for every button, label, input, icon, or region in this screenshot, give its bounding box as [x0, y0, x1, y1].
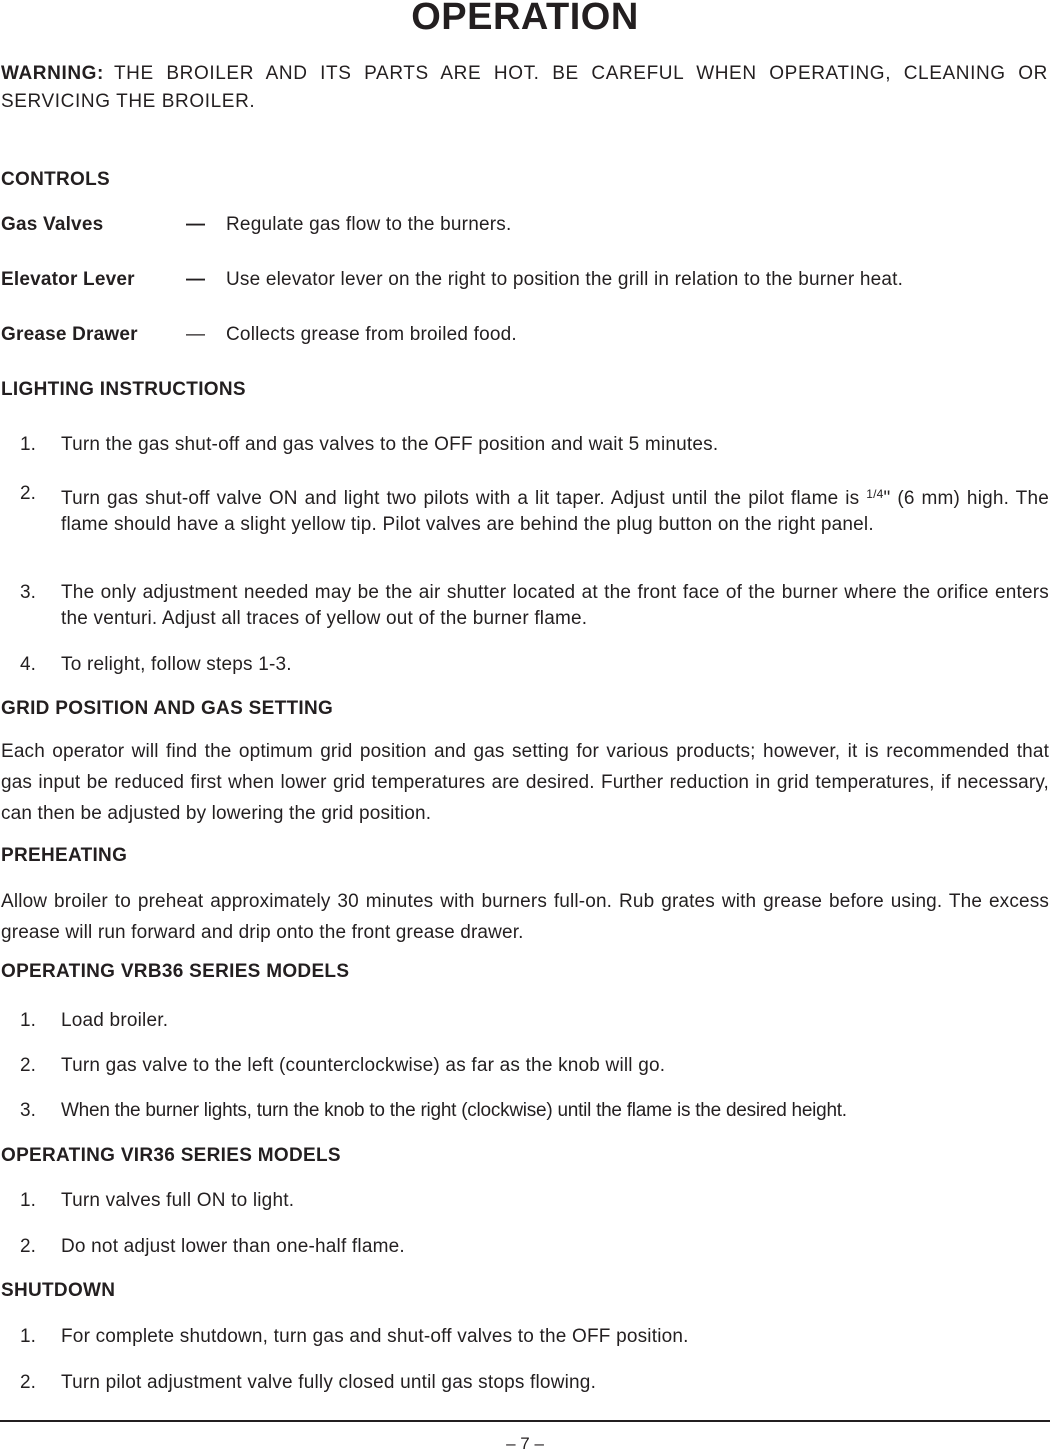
control-label: Gas Valves	[1, 214, 104, 235]
step-text: Do not adjust lower than one-half flame.	[61, 1236, 405, 1257]
step-text-part: " (6 mm) high. The flame should have a slight yellow tip. Pilot valves are behind the plug button on the right panel.	[61, 488, 1049, 535]
grid-paragraph: Each operator will find the optimum grid position and gas setting for various products; however, it is recommended that gas input be reduced first when lower grid temperatures are desired. Further reduction in grid temperatures, if necessary, can then be adjusted by lowering the grid position.	[1, 741, 1049, 824]
control-label: Grease Drawer	[1, 324, 138, 345]
fraction: 1/4	[866, 487, 884, 501]
vrb36-heading: OPERATING VRB36 SERIES MODELS	[1, 961, 350, 982]
fraction-numerator: 1	[866, 487, 874, 501]
page-number: – 7 –	[506, 1434, 544, 1453]
step-text: For complete shutdown, turn gas and shut-off valves to the OFF position.	[61, 1326, 689, 1347]
controls-heading: CONTROLS	[1, 169, 111, 190]
warning-label: WARNING:	[1, 63, 104, 84]
step-text: Turn the gas shut-off and gas valves to the OFF position and wait 5 minutes.	[61, 434, 719, 455]
step-number: 3.	[20, 582, 36, 603]
step-number: 2.	[20, 1055, 36, 1076]
step-text: Turn valves full ON to light.	[61, 1190, 295, 1211]
warning-text: THE BROILER AND ITS PARTS ARE HOT. BE CAREFUL WHEN OPERATING, CLEANING OR SERVICING THE BROILER.	[1, 63, 1048, 112]
preheating-heading: PREHEATING	[1, 845, 128, 866]
control-dash: —	[186, 269, 205, 290]
step-number: 1.	[20, 1010, 36, 1031]
step-number: 2.	[20, 483, 36, 504]
control-dash: —	[186, 324, 205, 345]
step-text: The only adjustment needed may be the air shutter located at the front face of the burner where the orifice enters the venturi. Adjust all traces of yellow out of the burner flame.	[61, 582, 1049, 629]
step-text-part: Turn gas shut-off valve ON and light two pilots with a lit taper. Adjust until the pilot flame is	[61, 488, 867, 509]
step-number: 1.	[20, 434, 36, 455]
step-text: Turn pilot adjustment valve fully closed until gas stops flowing.	[61, 1372, 597, 1393]
footer-divider	[0, 1420, 1050, 1422]
control-label: Elevator Lever	[1, 269, 135, 290]
step-text: To relight, follow steps 1-3.	[61, 654, 292, 675]
lighting-heading: LIGHTING INSTRUCTIONS	[1, 379, 246, 400]
step-text: Load broiler.	[61, 1010, 169, 1031]
control-dash: —	[186, 214, 205, 235]
step-text	[61, 481, 1049, 538]
grid-heading: GRID POSITION AND GAS SETTING	[1, 698, 334, 719]
control-description: Collects grease from broiled food.	[226, 324, 517, 345]
shutdown-heading: SHUTDOWN	[1, 1280, 116, 1301]
preheating-paragraph: Allow broiler to preheat approximately 30 minutes with burners full-on. Rub grates with grease before using. The excess grease will run forward and drip onto the front grease drawer.	[1, 891, 1049, 943]
vir36-heading: OPERATING VIR36 SERIES MODELS	[1, 1145, 341, 1166]
fraction-denominator: 4	[876, 487, 884, 501]
page-title: OPERATION	[411, 0, 639, 38]
step-number: 2.	[20, 1372, 36, 1393]
step-number: 1.	[20, 1326, 36, 1347]
control-description: Use elevator lever on the right to position the grill in relation to the burner heat.	[226, 269, 904, 290]
control-description: Regulate gas flow to the burners.	[226, 214, 512, 235]
step-text: Turn gas valve to the left (counterclockwise) as far as the knob will go.	[61, 1055, 666, 1076]
step-text: When the burner lights, turn the knob to the right (clockwise) until the flame is the desired height.	[61, 1100, 847, 1121]
step-number: 4.	[20, 654, 36, 675]
warning-notice	[1, 60, 1048, 116]
step-number: 3.	[20, 1100, 36, 1121]
step-number: 1.	[20, 1190, 36, 1211]
step-number: 2.	[20, 1236, 36, 1257]
